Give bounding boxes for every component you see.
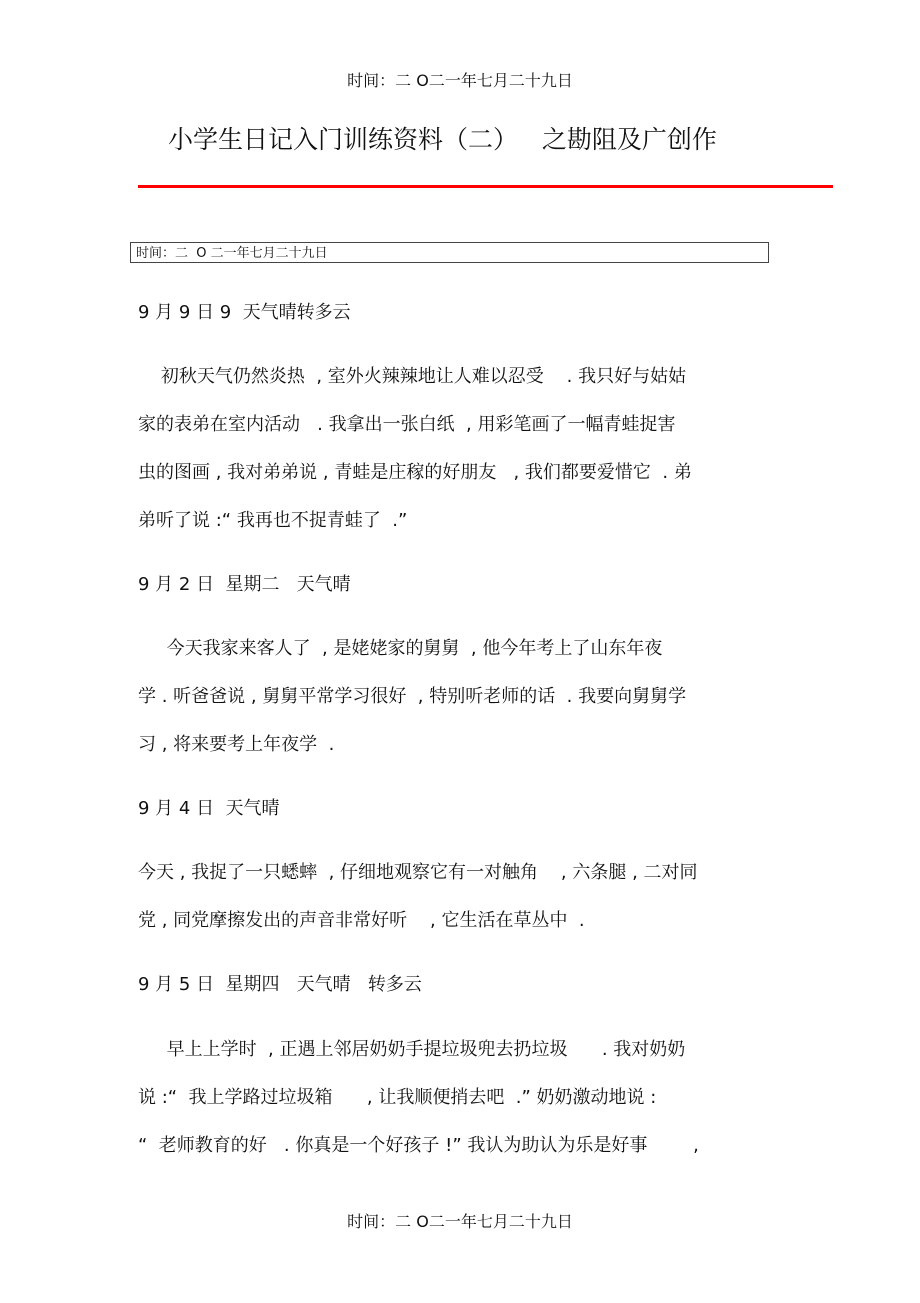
body-line: 说 :“ 我上学路过垃圾箱 , 让我顺便捎去吧 .” 奶奶激动地说 :	[138, 1087, 657, 1108]
footer-date: 时间：二 O二一年七月二十九日	[347, 1212, 573, 1231]
body-line: 初秋天气仍然炎热 , 室外火辣辣地让人难以忍受 . 我只好与姑姑	[138, 366, 687, 387]
diary-date-line: 9 月 5 日 星期四 天气晴 转多云	[138, 974, 422, 995]
body-line: 今天 , 我捉了一只蟋蟀 , 仔细地观察它有一对触角 , 六条腿 , 二对同	[138, 862, 698, 883]
body-line: “ 老师教育的好 . 你真是一个好孩子 !” 我认为助认为乐是好事 ,	[138, 1135, 699, 1156]
body-line: 弟听了说 :“ 我再也不捉青蛙了 .”	[138, 510, 408, 531]
date-box: 时间：二 O 二一年七月二十九日	[130, 242, 769, 263]
page-title: 小学生日记入门训练资料（二） 之勘阻及广创作	[168, 125, 717, 154]
diary-date-line: 9 月 4 日 天气晴	[138, 798, 280, 819]
diary-date-line: 9 月 2 日 星期二 天气晴	[138, 574, 351, 595]
body-line: 今天我家来客人了 , 是姥姥家的舅舅 , 他今年考上了山东年夜	[138, 638, 663, 659]
body-line: 虫的图画 , 我对弟弟说 , 青蛙是庄稼的好朋友 , 我们都要爱惜它 . 弟	[138, 462, 692, 483]
body-line: 早上上学时 , 正遇上邻居奶奶手提垃圾兜去扔垃圾 . 我对奶奶	[138, 1039, 686, 1060]
body-line: 党 , 同党摩擦发出的声音非常好听 , 它生活在草丛中 .	[138, 910, 585, 931]
diary-date-line: 9 月 9 日 9 天气晴转多云	[138, 302, 351, 323]
body-line: 学 . 听爸爸说 , 舅舅平常学习很好 , 特别听老师的话 . 我要向舅舅学	[138, 686, 687, 707]
body-line: 家的表弟在室内活动 . 我拿出一张白纸 , 用彩笔画了一幅青蛙捉害	[138, 414, 676, 435]
header-date: 时间：二 O二一年七月二十九日	[347, 71, 573, 90]
red-divider	[138, 185, 833, 188]
body-line: 习 , 将来要考上年夜学 .	[138, 734, 335, 755]
